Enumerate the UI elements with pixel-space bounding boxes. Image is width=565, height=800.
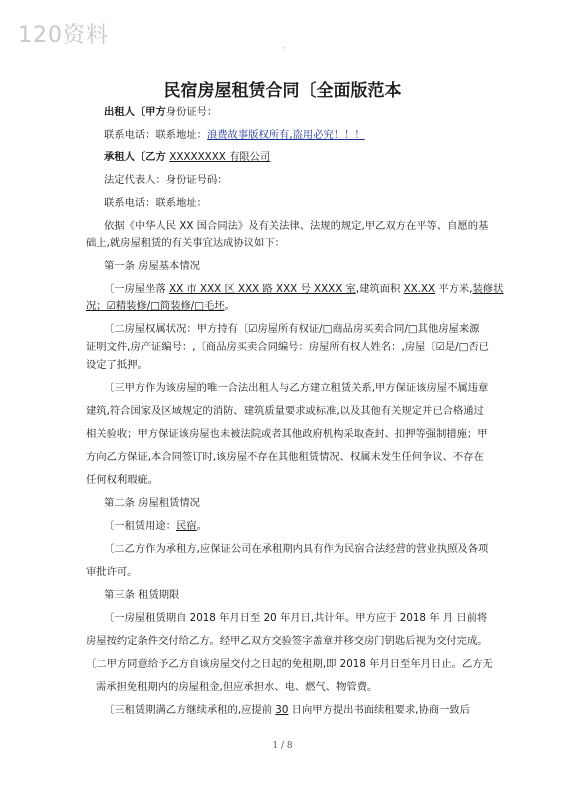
article1-p3-line4: 方向乙方保证,本合同签订时,该房屋不存在其他租赁情况、权属未发生任何争议、不存在 <box>86 451 484 463</box>
lessee-contact-line: 联系电话：联系地址： <box>104 197 207 209</box>
article1-p1-text-c: 平方米, <box>435 283 473 295</box>
article3-p3-line1 <box>104 703 565 717</box>
lessor-contact-prefix: 联系电话：联系地址： <box>104 129 207 141</box>
article1-p1-text-a: 〔一房屋坐落 <box>104 283 170 295</box>
page-title: 民宿房屋租赁合同〔全面版范本 <box>163 81 402 101</box>
article2-p1-text-a: 〔一租赁用途： <box>104 520 177 532</box>
article1-p1-end: 。 <box>224 300 235 312</box>
decoration-status-label-2: 况； <box>86 300 107 312</box>
property-address: XX 市 XXX 区 XXX 路 XXX 号 XXXX 室 <box>169 283 356 295</box>
decoration-status-label: 装修状 <box>472 283 504 295</box>
decoration-options: ☑精装修/□简装修/□毛坯 <box>106 300 225 312</box>
lessee-label: 承租人〔乙方 <box>104 151 166 163</box>
article1-heading: 第一条 房屋基本情况 <box>104 260 200 272</box>
lessee-rep-line: 法定代表人：身份证号码： <box>104 174 228 186</box>
property-area: XX.XX <box>403 283 436 295</box>
article2-p2-line1: 〔二乙方作为承租方,应保证公司在承租期内具有作为民宿合法经营的营业执照及各项 <box>104 543 489 555</box>
renewal-notice-days: 30 <box>275 704 289 716</box>
lessee-company: XXXXXXXX 有限公司 <box>169 151 271 163</box>
rental-use: 民宿 <box>176 520 197 532</box>
article1-p3-line3: 相关验收；甲方保证该房屋也未被法院或者其他政府机构采取查封、扣押等强制措施；甲 <box>86 428 488 440</box>
page-number: 1 / 8 <box>272 741 293 751</box>
article1-p2-line1: 〔二房屋权属状况：甲方持有〔☑房屋所有权证/□商品房买卖合同/□其他房屋来源 <box>104 323 480 335</box>
article2-heading: 第二条 房屋租赁情况 <box>104 497 200 509</box>
article3-heading: 第三条 租赁期限 <box>104 589 180 601</box>
intro-line-1: 依据《中华人民 XX 国合同法》及有关法律、法规的规定,甲乙双方在平等、自愿的基 <box>104 220 489 232</box>
intro-line-2: 础上,就房屋租赁的有关事宜达成协议如下： <box>86 237 285 249</box>
article1-p3-line5: 任何权利瑕疵。 <box>86 474 159 486</box>
article1-p2-line2: 证明文件,房产证编号：,〔商品房买卖合同编号：房屋所有权人姓名：,房屋〔☑是/□否已 <box>86 341 489 353</box>
article1-p1-line2 <box>86 299 565 313</box>
article1-p1-line1 <box>104 282 565 296</box>
article3-p3-text-b: 日向甲方提出书面续租要求,协商一致后 <box>288 704 470 716</box>
article3-p2-line1: 〔二甲方同意给予乙方自该房屋交付之日起的免租期,即 2018 年月日至年月日止。乙方无 <box>86 658 493 670</box>
article1-p3-line2: 建筑,符合国家及区域规定的消防、建筑质量要求或标准,以及其他有关规定并已合格通过 <box>86 405 484 417</box>
lessor-id-label: 身份证号： <box>165 106 218 118</box>
lessor-line <box>104 105 565 119</box>
header-dot: · <box>283 44 286 54</box>
lessee-line <box>104 150 565 164</box>
copyright-notice: 浪费故事版权所有,盗用必究！！！ <box>206 129 365 141</box>
lessor-contact-line <box>104 128 565 142</box>
article3-p1-line1: 〔一房屋租赁期自 2018 年月日至 20 年月日,共计年。甲方应于 2018 年 月 日前将 <box>104 612 488 624</box>
article1-p2-line3: 设定了抵押。 <box>86 359 148 371</box>
article3-p3-text-a: 〔三租赁期满乙方继续承租的,应提前 <box>104 704 276 716</box>
article1-p1-text-b: ,建筑面积 <box>355 283 404 295</box>
watermark: 120资料 <box>18 23 109 48</box>
lessor-label: 出租人〔甲方 <box>104 106 166 118</box>
article2-p2-line2: 审批许可。 <box>86 566 138 578</box>
article3-p1-line2: 房屋按约定条件交付给乙方。经甲乙双方交验签字盖章并移交房门钥匙后视为交付完成。 <box>86 635 488 647</box>
article1-p3-line1: 〔三甲方作为该房屋的唯一合法出租人与乙方建立租赁关系,甲方保证该房屋不属违章 <box>104 382 489 394</box>
article2-p1-text-b: 。 <box>196 520 207 532</box>
article2-p1 <box>104 519 565 533</box>
article3-p2-line2: 需承担免租期内的房屋租金,但应承担水、电、燃气、物管费。 <box>96 681 378 693</box>
